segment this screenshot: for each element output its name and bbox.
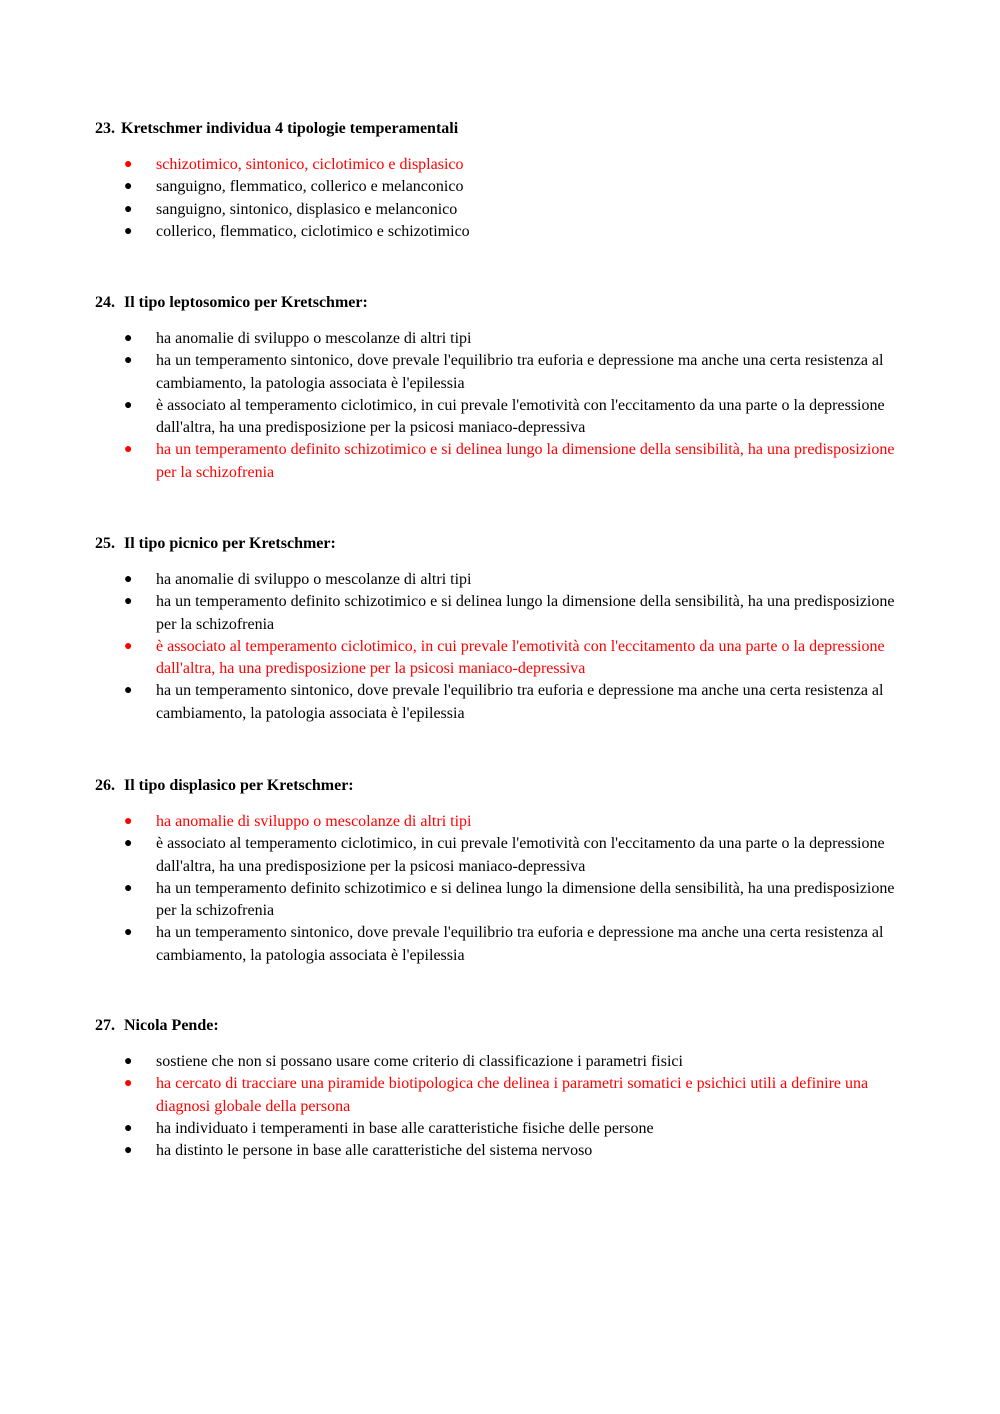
bullet-icon: ● <box>124 157 133 172</box>
option-text: ha un temperamento definito schizotimico e si delinea lungo la dimensione della sensibilità, ha una predisposizione per la schizofrenia <box>156 593 895 633</box>
option-text: ha un temperamento definito schizotimico e si delinea lungo la dimensione della sensibilità, ha una predisposizione per la schizofrenia <box>156 441 895 481</box>
question-number: 23. <box>95 120 115 137</box>
option-text: ha individuato i temperamenti in base alle caratteristiche fisiche delle persone <box>156 1119 654 1137</box>
option-text: sanguigno, sintonico, displasico e melanconico <box>156 200 458 218</box>
option-item <box>95 569 915 591</box>
option-text: è associato al temperamento ciclotimico, in cui prevale l'emotività con l'eccitamento da una parte o la depressione dall'altra, ha una predisposizione per la psicosi maniaco-depressiva <box>156 637 885 678</box>
option-item <box>95 176 915 198</box>
question-text: Il tipo leptosomico per Kretschmer: <box>124 294 368 311</box>
question-26 <box>95 775 915 967</box>
option-item <box>95 199 915 221</box>
option-text: è associato al temperamento ciclotimico, in cui prevale l'emotività con l'eccitamento da una parte o la depressione dall'altra, ha una predisposizione per la psicosi maniaco-depressiva <box>156 396 885 437</box>
bullet-icon: ● <box>124 223 133 239</box>
bullet-icon: ● <box>124 1143 133 1159</box>
bullet-icon: ● <box>124 880 133 896</box>
option-text: ha un temperamento sintonico, dove prevale l'equilibrio tra euforia e depressione ma anche una certa resistenza al cambiamento, la patologia associata è l'epilessia <box>156 682 884 722</box>
bullet-icon: ● <box>124 442 133 458</box>
option-text: ha un temperamento definito schizotimico e si delinea lungo la dimensione della sensibilità, ha una predisposizione per la schizofrenia <box>156 879 895 920</box>
question-27 <box>95 1015 915 1162</box>
question-23 <box>95 118 915 243</box>
option-text: ha un temperamento sintonico, dove prevale l'equilibrio tra euforia e depressione ma anche una certa resistenza al cambiamento, la patologia associata è l'epilessia <box>156 924 884 964</box>
option-item <box>95 1051 915 1073</box>
option-text: sanguigno, flemmatico, collerico e melanconico <box>156 178 464 196</box>
option-text: ha distinto le persone in base alle caratteristiche del sistema nervoso <box>156 1142 593 1160</box>
bullet-icon: ● <box>124 353 133 369</box>
option-item <box>95 922 915 967</box>
bullet-icon: ● <box>124 1054 133 1069</box>
question-title <box>95 118 915 140</box>
bullet-icon: ● <box>124 925 133 941</box>
option-text: ha cercato di tracciare una piramide biotipologica che delinea i parametri somatici e psichici utili a definire una diagnosi globale della persona <box>156 1075 869 1115</box>
question-25 <box>95 533 915 725</box>
question-text: Nicola Pende: <box>124 1017 219 1034</box>
bullet-icon: ● <box>124 814 133 829</box>
bullet-icon: ● <box>124 331 133 346</box>
question-24 <box>95 292 915 484</box>
option-text: sostiene che non si possano usare come criterio di classificazione i parametri fisici <box>156 1053 683 1070</box>
option-item <box>95 328 915 350</box>
option-text: ha anomalie di sviluppo o mescolanze di altri tipi <box>156 813 472 830</box>
option-text: collerico, flemmatico, ciclotimico e schizotimico <box>156 222 470 240</box>
options-list <box>95 569 915 725</box>
bullet-icon: ● <box>124 836 133 852</box>
question-text: Il tipo picnico per Kretschmer: <box>124 535 336 552</box>
option-item <box>95 221 915 243</box>
option-text: è associato al temperamento ciclotimico, in cui prevale l'emotività con l'eccitamento da una parte o la depressione dall'altra, ha una predisposizione per la psicosi maniaco-depressiva <box>156 835 885 875</box>
option-item <box>95 350 915 395</box>
question-number: 24. <box>95 294 115 311</box>
option-text: ha un temperamento sintonico, dove prevale l'equilibrio tra euforia e depressione ma anche una certa resistenza al cambiamento, la patologia associata è l'epilessia <box>156 352 884 392</box>
bullet-icon: ● <box>124 594 133 610</box>
bullet-icon: ● <box>124 683 133 699</box>
option-item <box>95 395 915 440</box>
bullet-icon: ● <box>124 638 133 654</box>
bullet-icon: ● <box>124 201 133 217</box>
option-item <box>95 636 915 681</box>
options-list <box>95 811 915 967</box>
option-item <box>95 680 915 725</box>
options-list <box>95 154 915 243</box>
question-number: 26. <box>95 777 115 794</box>
option-text: ha anomalie di sviluppo o mescolanze di altri tipi <box>156 330 472 347</box>
question-title <box>95 292 915 314</box>
option-item <box>95 591 915 636</box>
bullet-icon: ● <box>124 1076 133 1092</box>
option-item <box>95 811 915 833</box>
option-item <box>95 154 915 176</box>
option-item <box>95 1118 915 1140</box>
option-item <box>95 1140 915 1162</box>
question-text: Il tipo displasico per Kretschmer: <box>124 777 354 794</box>
bullet-icon: ● <box>124 179 133 195</box>
question-text: Kretschmer individua 4 tipologie temperamentali <box>121 120 459 137</box>
bullet-icon: ● <box>124 572 133 587</box>
options-list <box>95 328 915 484</box>
question-number: 25. <box>95 535 115 552</box>
option-text: schizotimico, sintonico, ciclotimico e displasico <box>156 156 464 173</box>
question-title <box>95 1015 915 1037</box>
question-title <box>95 775 915 797</box>
option-item <box>95 878 915 923</box>
bullet-icon: ● <box>124 1120 133 1136</box>
options-list <box>95 1051 915 1162</box>
question-title <box>95 533 915 555</box>
bullet-icon: ● <box>124 397 133 413</box>
option-item <box>95 439 915 484</box>
option-item <box>95 833 915 878</box>
question-number: 27. <box>95 1017 115 1034</box>
option-item <box>95 1073 915 1118</box>
option-text: ha anomalie di sviluppo o mescolanze di altri tipi <box>156 571 472 588</box>
